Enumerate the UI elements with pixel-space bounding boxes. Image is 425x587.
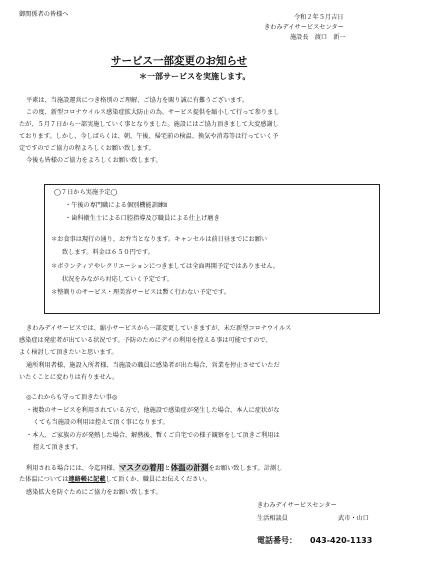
addressee: 御関係者の皆様へ <box>19 11 69 18</box>
schedule-item: ・午後の専門職による個別機能訓練Ⅱ <box>65 202 168 209</box>
body-line: 通所利用者様、施設入所者様、当施設の職員に感染者が出た場合、営業を停止させていただ <box>26 362 280 369</box>
phone-label: 電話番号： <box>257 536 297 545</box>
request-line: くても当施設の利用は控えて頂く事になります。 <box>33 419 169 426</box>
body-line: よく検討して頂きたいと思います。 <box>19 349 118 356</box>
issue-date: 令和２年５月吉日 <box>294 14 344 21</box>
intro-line: ております。しかし、今しばらくは、朝、午後、帰宅前の検温、換気や消毒等は行っていく予 <box>19 133 279 140</box>
sender-name: 施設長 渡口 新一 <box>290 34 346 41</box>
closing-line-3: 感染拡大を防ぐためにご協力をお願い致します。 <box>26 489 162 496</box>
request-line: ・本人、ご家族の方が発熱した場合、解熱後、暫くご自宅での様子観察をして頂きご利用は <box>26 432 280 439</box>
closing-line-1 <box>26 464 282 472</box>
body-line: いたくことに変わりは有りません。 <box>19 374 119 381</box>
schedule-note: ＊ボランティアやレクリエーションにつきましては全面再開予定ではありません。 <box>51 263 280 270</box>
schedule-note: ＊お食事は現行の通り、お弁当となります。キャンセルは前日昼までにお願い <box>51 236 268 243</box>
schedule-heading: ◯７日から実施予定◯ <box>54 189 118 196</box>
intro-line: この度、新型コロナウイルス感染症拡大防止の為、サービス提供を縮小して行って参りまし <box>26 109 280 116</box>
notice-title: サービス一部変更のお知らせ <box>111 55 248 67</box>
organization-name: きわみデイサービスセンター <box>264 24 344 31</box>
request-line: 控えて頂きます。 <box>33 444 83 451</box>
body-line: 感染症は発症者が出ている状況です。予防のためにデイの利用を控える事は可能ですので、 <box>19 337 272 344</box>
closing-text: た体温については <box>19 476 69 483</box>
phone-number: 043-420-1133 <box>310 536 373 545</box>
closing-text: 利用される場合には、今迄同様、 <box>26 465 119 472</box>
closing-line-2 <box>19 477 211 483</box>
request-line: ・複数のサービスを利用されている方で、他施設で感染症が発生した場合、本人に症状がな <box>26 407 280 414</box>
footer-staff-names: 武市・山口 <box>338 515 369 522</box>
schedule-note: ＊整剃りのサービス・理美容サービスは暫く行わない予定です。 <box>51 289 230 296</box>
body-line: きわみデイサービスでは、縮小サービスから一部変更していきますが、未だ新型コロナウイルス <box>26 325 292 332</box>
intro-line: 平素は、当施設運営につき格別のご理解、ご協力を賜り誠に有難うございます。 <box>26 97 249 104</box>
intro-line: たが、５月７日から一部実施していく事となりました。施設にはご協力頂きまして大変感謝し <box>19 121 279 128</box>
requests-heading: ◎これからも守って頂きたい事◎ <box>26 394 118 401</box>
schedule-note: 状況をみながら対応していく予定です。 <box>62 276 173 283</box>
intro-line: 今後も皆様のご協力をよろしくお願い致します。 <box>26 157 162 164</box>
closing-text: して頂くか、職員にお伝えください。 <box>105 476 211 483</box>
notice-subtitle: ＊一部サービスを実施します。 <box>139 72 251 81</box>
footer-staff-role: 生活相談員 <box>257 515 288 522</box>
contact-book-underline: 連絡帳に記載 <box>68 476 106 483</box>
schedule-note: 致します。料金は６５０円です。 <box>62 249 154 256</box>
footer-org: きわみデイサービスセンター <box>257 502 337 509</box>
closing-text: をお願い致します。計測し <box>208 465 283 472</box>
temperature-highlight: 体温の計測 <box>170 463 209 472</box>
schedule-item: ・歯科衛生士による口腔指導及び職員による仕上げ磨き <box>65 215 220 222</box>
mask-highlight: マスクの着用 <box>118 463 165 472</box>
closing-text: と <box>164 465 171 472</box>
intro-line: 定ですのでご協力の程よろしくお願い致します。 <box>19 145 155 152</box>
